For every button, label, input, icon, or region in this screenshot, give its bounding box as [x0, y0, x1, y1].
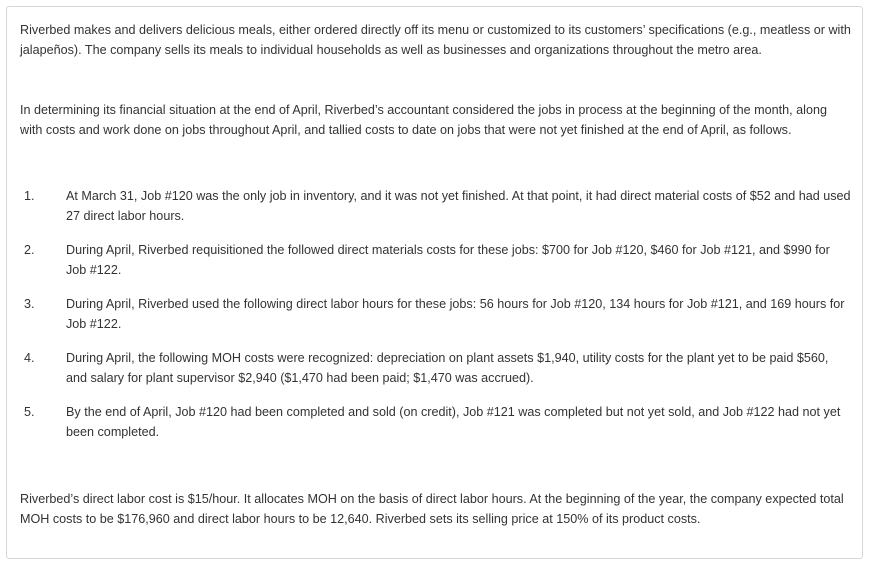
list-item — [7, 294, 852, 334]
problem-list — [7, 186, 852, 456]
list-item-number: 4. — [24, 351, 35, 365]
list-item-text: During April, Riverbed used the following direct labor hours for these jobs: 56 hours for Job #120, 134 hours for Job #121, and 169 hours for Job #122. — [66, 297, 845, 331]
list-item — [7, 402, 852, 442]
list-item-text: At March 31, Job #120 was the only job in inventory, and it was not yet finished. At that point, it had direct material costs of $52 and had used 27 direct labor hours. — [66, 189, 851, 223]
list-item-number: 3. — [24, 297, 35, 311]
list-item — [7, 240, 852, 280]
list-item-text: During April, Riverbed requisitioned the followed direct materials costs for these jobs: $700 for Job #120, $460 for Job #121, and $990 for Job #122. — [66, 243, 830, 277]
list-item-number: 5. — [24, 405, 35, 419]
intro-paragraph: Riverbed makes and delivers delicious meals, either ordered directly off its menu or customized to its customers’ specifications (e.g., meatless or with jalapeños). The company sells its meals to individual households as well as businesses and organizations throughout the metro area. — [20, 23, 851, 57]
list-item-number: 2. — [24, 243, 35, 257]
final-paragraph: Riverbed’s direct labor cost is $15/hour. It allocates MOH on the basis of direct labor hours. At the beginning of the year, the company expected total MOH costs to be $176,960 and direct labor hours to be 12,640. Riverbed sets its selling price at 150% of its product costs. — [20, 492, 844, 526]
determining-paragraph: In determining its financial situation at the end of April, Riverbed’s accountant considered the jobs in process at the beginning of the month, along with costs and work done on jobs throughout April, and tallied costs to date on jobs that were not yet finished at the end of April, as follows. — [20, 103, 827, 137]
list-item — [7, 186, 852, 226]
list-item-text: By the end of April, Job #120 had been completed and sold (on credit), Job #121 was completed but not yet sold, and Job #122 had not yet been completed. — [66, 405, 841, 439]
list-item-text: During April, the following MOH costs were recognized: depreciation on plant assets $1,940, utility costs for the plant yet to be paid $560, and salary for plant supervisor $2,940 ($1,470 had been paid; $1,470 was accrued). — [66, 351, 829, 385]
list-item-number: 1. — [24, 189, 35, 203]
problem-card — [6, 6, 863, 559]
list-item — [7, 348, 852, 388]
